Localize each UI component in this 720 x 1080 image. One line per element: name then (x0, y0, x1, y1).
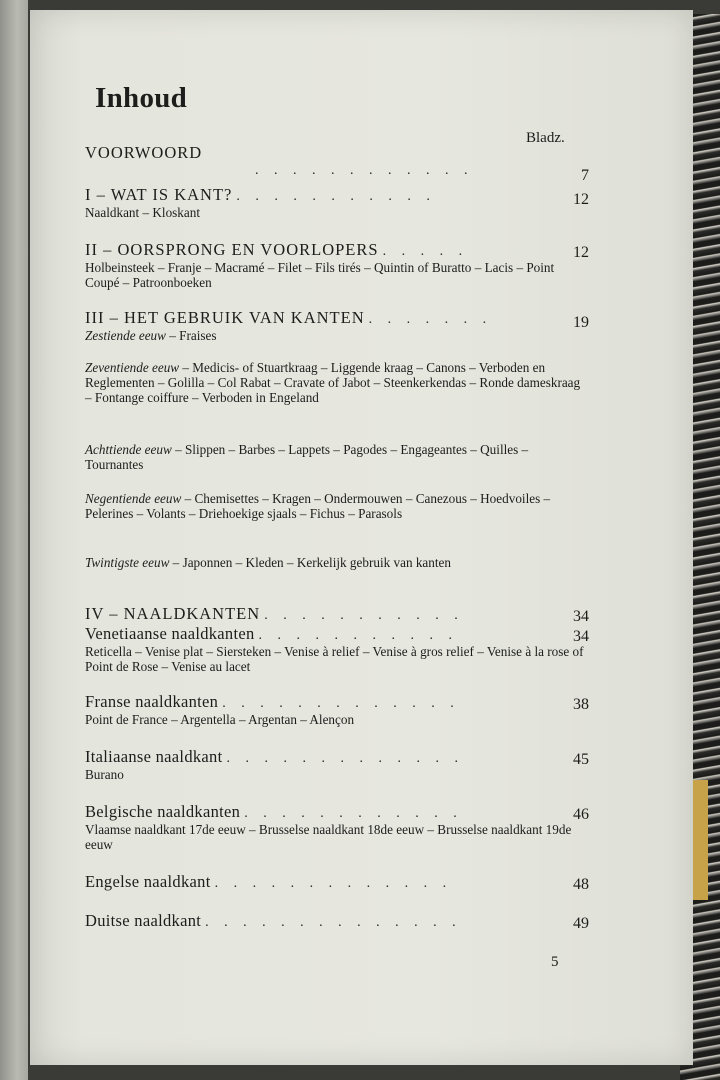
toc-period-label: Negentiende eeuw (85, 491, 182, 506)
toc-page-number: 34 (573, 628, 589, 645)
toc-page-number: 46 (573, 806, 589, 823)
toc-entry-chapter-2 (85, 240, 589, 290)
toc-subtopics: Burano (85, 767, 124, 782)
toc-dot-leader: . . . . . . . . . . . . . (222, 696, 460, 711)
toc-heading: Venetiaanse naaldkanten (85, 624, 255, 643)
toc-page-number: 38 (573, 696, 589, 713)
toc-entry-chapter-3 (85, 308, 589, 343)
toc-dot-leader: . . . . . . . . . . . . . . (205, 915, 462, 930)
toc-entry-voorwoord (85, 143, 589, 184)
toc-page-number: 48 (573, 876, 589, 893)
toc-heading: I – WAT IS KANT? (85, 185, 233, 204)
toc-page-number: 12 (573, 244, 589, 261)
toc-entry-chapter-4 (85, 604, 589, 625)
toc-dot-leader: . . . . . . . (368, 312, 493, 327)
book-page (30, 10, 693, 1065)
toc-dot-leader: . . . . . . . . . . . . (255, 163, 474, 178)
toc-page-number: 34 (573, 608, 589, 625)
toc-subtopics (85, 555, 585, 570)
toc-dot-leader: . . . . . . . . . . . . . (226, 751, 464, 766)
toc-heading: II – OORSPRONG EN VOORLOPERS (85, 240, 379, 259)
toc-heading: Franse naaldkanten (85, 692, 219, 711)
toc-heading: Belgische naaldkanten (85, 802, 241, 821)
toc-subtopics: Holbeinsteek – Franje – Macramé – Filet – Fils tirés – Quintin of Buratto – Lacis – Point Coupé – Patroonboeken (85, 260, 555, 290)
toc-subtopics: Naaldkant – Kloskant (85, 205, 200, 220)
toc-subtopics: Point de France – Argentella – Argentan – Alençon (85, 712, 355, 727)
toc-entry-venetian (85, 624, 589, 674)
toc-subtopics (85, 442, 585, 472)
toc-subtopics (85, 328, 585, 343)
toc-dot-leader: . . . . . . . . . . . . . (214, 876, 453, 891)
toc-subtopic-text: – Medicis- of Stuartkraag – Liggende kraag – Canons – Verboden en Reglementen – Golilla – Col Rabat – Cravate of Jabot – Steenkerkendas – Ronde dameskraag – Fontange coiffure – Verboden in Engeland (85, 360, 581, 405)
toc-heading: Italiaanse naaldkant (85, 747, 223, 766)
previous-page-edge (0, 0, 28, 1080)
toc-entry-18th-century (85, 442, 585, 472)
page-title: Inhoud (95, 82, 188, 114)
toc-page-number: 45 (573, 751, 589, 768)
toc-entry-german (85, 911, 589, 932)
toc-page-number: 49 (573, 915, 589, 932)
toc-subtopic-text: – Fraises (165, 328, 217, 343)
toc-dot-leader: . . . . . . . . . . . . (244, 806, 463, 821)
toc-heading: Engelse naaldkant (85, 872, 211, 891)
page-column-label: Bladz. (526, 130, 565, 146)
toc-subtopics: Vlaamse naaldkant 17de eeuw – Brusselse naaldkant 18de eeuw – Brusselse naaldkant 19de eeuw (85, 822, 572, 852)
toc-heading: Duitse naaldkant (85, 911, 202, 930)
toc-subtopics (85, 360, 585, 405)
toc-entry-italian (85, 747, 589, 782)
toc-subtopic-text: – Japonnen – Kleden – Kerkelijk gebruik van kanten (169, 555, 451, 570)
toc-subtopics: Reticella – Venise plat – Siersteken – Venise à relief – Venise à gros relief – Venise à la rose of Point de Rose – Venise au lacet (85, 644, 584, 674)
toc-entry-chapter-1 (85, 185, 589, 220)
toc-entry-belgian (85, 802, 589, 852)
toc-page-number: 7 (581, 167, 589, 184)
page-footer-number: 5 (551, 954, 559, 970)
toc-dot-leader: . . . . . . . . . . . (258, 628, 459, 643)
toc-entry-19th-century (85, 491, 585, 521)
toc-page-number: 12 (573, 191, 589, 208)
toc-entry-french (85, 692, 589, 727)
toc-heading: VOORWOORD (85, 143, 203, 162)
toc-subtopics (85, 491, 585, 521)
toc-heading: IV – NAALDKANTEN (85, 604, 261, 623)
toc-page-number: 19 (573, 314, 589, 331)
toc-period-label: Zestiende eeuw (85, 328, 166, 343)
toc-subtopic-text: – Slippen – Barbes – Lappets – Pagodes – Engageantes – Quilles – Tournantes (85, 442, 529, 472)
toc-subtopic-text: – Chemisettes – Kragen – Ondermouwen – Canezous – Hoedvoiles – Pelerines – Volants – Driehoekige sjaals – Fichus – Parasols (85, 491, 551, 521)
toc-period-label: Zeventiende eeuw (85, 360, 180, 375)
toc-entry-20th-century (85, 555, 585, 570)
toc-period-label: Achttiende eeuw (85, 442, 172, 457)
toc-dot-leader: . . . . . . . . . . . (264, 608, 464, 623)
toc-dot-leader: . . . . . (382, 244, 469, 259)
toc-period-label: Twintigste eeuw (85, 555, 170, 570)
toc-dot-leader: . . . . . . . . . . . (236, 189, 436, 204)
toc-entry-17th-century (85, 360, 585, 405)
toc-heading: III – HET GEBRUIK VAN KANTEN (85, 308, 365, 327)
toc-entry-english (85, 872, 589, 893)
